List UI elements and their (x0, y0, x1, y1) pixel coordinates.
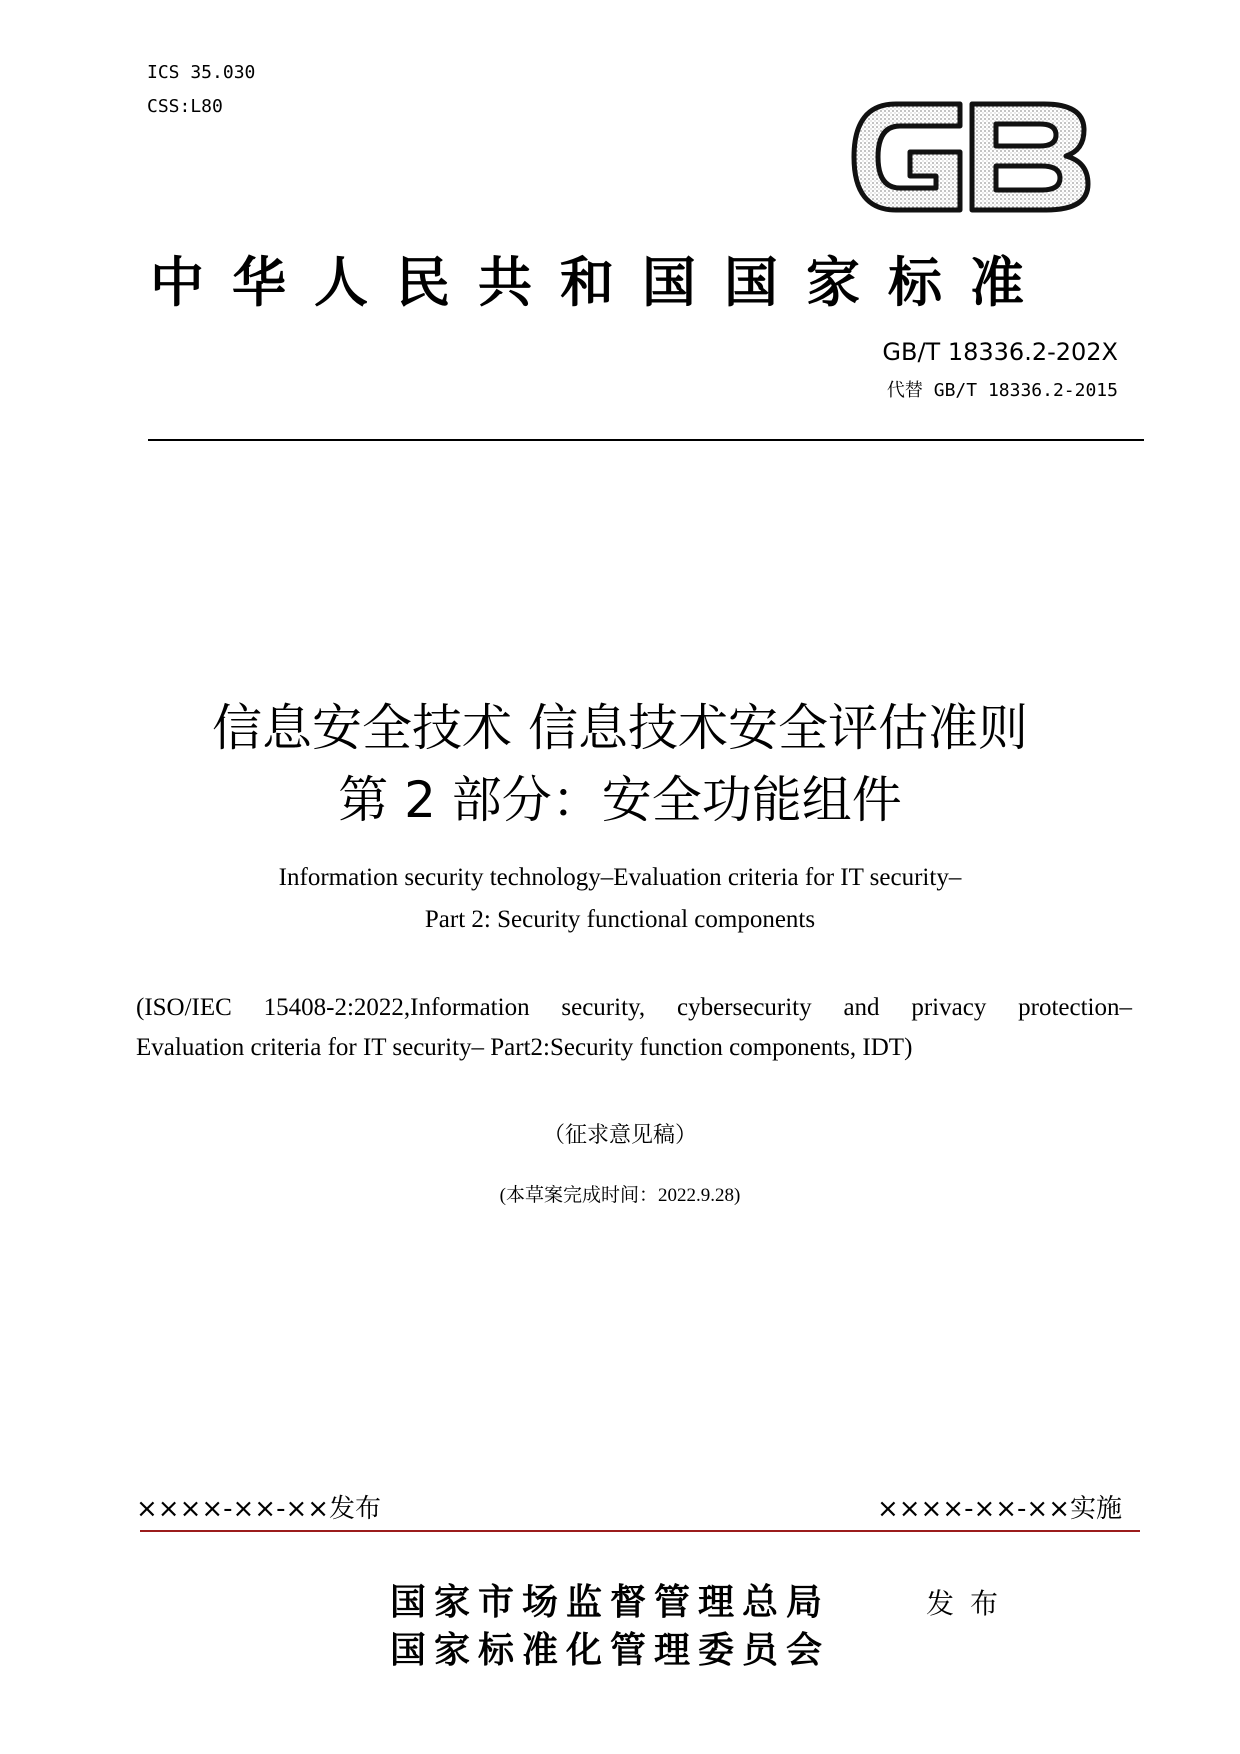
release-date: ××××-××-××发布 (136, 1494, 382, 1524)
chinese-title-line-1: 信息安全技术 信息技术安全评估准则 (212, 699, 1028, 757)
ics-code: ICS 35.030 (147, 62, 256, 83)
implementation-date: ××××-××-××实施 (876, 1494, 1122, 1524)
draft-completion-date: (本草案完成时间：2022.9.28) (499, 1185, 741, 1206)
standard-number: GB/T 18336.2-202X (882, 338, 1118, 366)
english-title-line-1: Information security technology–Evaluation criteria for IT security– (278, 864, 962, 891)
css-code: CSS:L80 (147, 96, 223, 117)
issuer-sac: 国家标准化管理委员会 (390, 1629, 831, 1671)
english-title-line-2: Part 2: Security functional components (424, 906, 816, 933)
country-standard-title: 中华人民共和国国家标准 (150, 250, 1052, 314)
footer-divider (140, 1530, 1140, 1532)
iso-reference-line-2: Evaluation criteria for IT security– Part2:Security function components, IDT) (136, 1034, 913, 1061)
replaces-standard: 代替 GB/T 18336.2-2015 (886, 380, 1118, 401)
draft-status: （征求意见稿） (542, 1122, 697, 1147)
gb-logo (848, 94, 1093, 220)
chinese-title-line-2: 第 2 部分：安全功能组件 (338, 771, 902, 829)
issuer-samr: 国家市场监督管理总局 (390, 1581, 831, 1623)
header-divider (148, 439, 1144, 441)
issue-label: 发布 (926, 1587, 1015, 1620)
iso-reference-line-1: (ISO/IEC 15408-2:2022,Information security, cybersecurity and privacy protection– (136, 994, 1132, 1021)
